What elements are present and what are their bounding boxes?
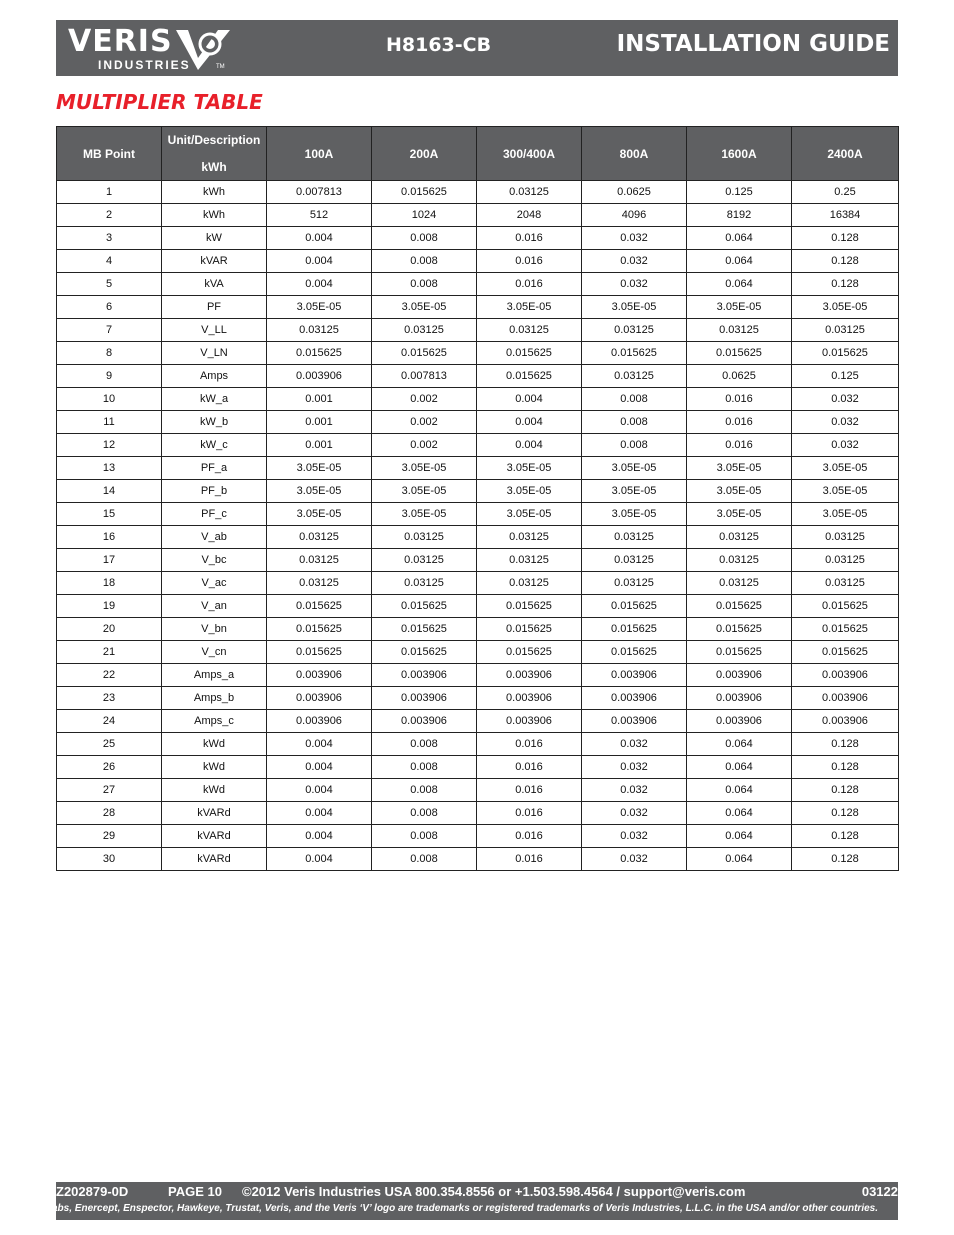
footer-bar: [24, 1182, 898, 1220]
multiplier-cell: 0.015625: [372, 342, 477, 365]
multiplier-cell: 0.032: [582, 756, 687, 779]
mb-point-cell: 14: [57, 480, 162, 503]
multiplier-cell: 0.064: [687, 250, 792, 273]
mb-point-cell: 15: [57, 503, 162, 526]
multiplier-cell: 3.05E-05: [372, 296, 477, 319]
mb-point-cell: 9: [57, 365, 162, 388]
table-row: [57, 342, 899, 365]
multiplier-cell: 0.03125: [477, 181, 582, 204]
multiplier-cell: 0.015625: [687, 618, 792, 641]
multiplier-cell: 0.015625: [267, 595, 372, 618]
multiplier-cell: 0.003906: [372, 687, 477, 710]
multiplier-cell: 8192: [687, 204, 792, 227]
multiplier-cell: 0.03125: [792, 549, 899, 572]
table-row: [57, 296, 899, 319]
unit-cell: kW_c: [162, 434, 267, 457]
multiplier-cell: 3.05E-05: [372, 457, 477, 480]
header-unit-description: [162, 127, 267, 181]
table-row: [57, 825, 899, 848]
multiplier-cell: 0.015625: [372, 641, 477, 664]
multiplier-cell: 4096: [582, 204, 687, 227]
multiplier-cell: 0.015625: [687, 342, 792, 365]
multiplier-cell: 3.05E-05: [267, 457, 372, 480]
multiplier-cell: 0.128: [792, 250, 899, 273]
multiplier-cell: 0.016: [477, 825, 582, 848]
multiplier-cell: 0.064: [687, 848, 792, 871]
mb-point-cell: 1: [57, 181, 162, 204]
table-row: [57, 319, 899, 342]
table-row: [57, 457, 899, 480]
multiplier-cell: 0.007813: [372, 365, 477, 388]
multiplier-cell: 0.004: [267, 273, 372, 296]
unit-cell: kWh: [162, 204, 267, 227]
multiplier-cell: 0.015625: [477, 342, 582, 365]
multiplier-cell: 0.032: [582, 802, 687, 825]
multiplier-cell: 0.064: [687, 802, 792, 825]
multiplier-cell: 0.008: [582, 434, 687, 457]
table-row: [57, 388, 899, 411]
multiplier-cell: 0.03125: [582, 572, 687, 595]
multiplier-cell: 0.004: [477, 434, 582, 457]
table-row: [57, 848, 899, 871]
multiplier-cell: 0.015625: [582, 641, 687, 664]
multiplier-cell: 0.004: [267, 227, 372, 250]
multiplier-cell: 0.016: [687, 411, 792, 434]
unit-cell: Amps: [162, 365, 267, 388]
mb-point-cell: 7: [57, 319, 162, 342]
multiplier-cell: 0.003906: [582, 710, 687, 733]
mb-point-cell: 29: [57, 825, 162, 848]
multiplier-cell: 0.016: [477, 756, 582, 779]
table-row: [57, 664, 899, 687]
header-800a: 800A: [582, 127, 687, 181]
multiplier-cell: 3.05E-05: [687, 503, 792, 526]
mb-point-cell: 3: [57, 227, 162, 250]
multiplier-cell: 0.003906: [477, 710, 582, 733]
mb-point-cell: 25: [57, 733, 162, 756]
multiplier-cell: 3.05E-05: [582, 503, 687, 526]
unit-cell: V_bc: [162, 549, 267, 572]
unit-cell: kWd: [162, 733, 267, 756]
table-row: [57, 549, 899, 572]
multiplier-cell: 0.015625: [372, 181, 477, 204]
multiplier-cell: 0.064: [687, 273, 792, 296]
multiplier-cell: 0.003906: [477, 687, 582, 710]
multiplier-cell: 0.008: [372, 779, 477, 802]
unit-cell: kVARd: [162, 825, 267, 848]
multiplier-cell: 0.015625: [687, 641, 792, 664]
multiplier-cell: 3.05E-05: [267, 480, 372, 503]
table-row: [57, 710, 899, 733]
header-100a: 100A: [267, 127, 372, 181]
multiplier-cell: 0.008: [372, 227, 477, 250]
multiplier-cell: 0.004: [267, 802, 372, 825]
multiplier-cell: 0.003906: [477, 664, 582, 687]
model-number: H8163-CB: [386, 34, 492, 56]
table-row: [57, 434, 899, 457]
multiplier-cell: 0.0625: [582, 181, 687, 204]
section-title: MULTIPLIER TABLE: [56, 90, 263, 114]
multiplier-cell: 0.03125: [582, 365, 687, 388]
multiplier-cell: 0.003906: [267, 365, 372, 388]
multiplier-cell: 0.128: [792, 848, 899, 871]
mb-point-cell: 11: [57, 411, 162, 434]
multiplier-cell: 0.004: [267, 250, 372, 273]
table-row: [57, 365, 899, 388]
trademark-notice: Alta Labs, Enercept, Enspector, Hawkeye, Trustat, Veris, and the Veris ‘V’ logo are trademarks or registered trademarks of Veris Industries, L.L.C. in the USA and/or other countries.: [24, 1203, 878, 1214]
multiplier-cell: 0.003906: [792, 664, 899, 687]
multiplier-cell: 0.128: [792, 802, 899, 825]
table-row: [57, 733, 899, 756]
table-row: [57, 595, 899, 618]
multiplier-cell: 1024: [372, 204, 477, 227]
document-type: INSTALLATION GUIDE: [616, 31, 890, 57]
multiplier-cell: 0.003906: [582, 687, 687, 710]
table-row: [57, 641, 899, 664]
header-bar: [56, 20, 898, 76]
mb-point-cell: 21: [57, 641, 162, 664]
table-row: [57, 503, 899, 526]
multiplier-cell: 0.015625: [477, 595, 582, 618]
multiplier-cell: 3.05E-05: [792, 296, 899, 319]
multiplier-cell: 0.03125: [792, 319, 899, 342]
multiplier-cell: 0.016: [477, 273, 582, 296]
multiplier-cell: 0.03125: [267, 549, 372, 572]
multiplier-cell: 0.004: [267, 733, 372, 756]
multiplier-cell: 0.032: [582, 848, 687, 871]
unit-cell: kWd: [162, 779, 267, 802]
table-body: [57, 181, 899, 871]
multiplier-cell: 0.03125: [372, 572, 477, 595]
mb-point-cell: 5: [57, 273, 162, 296]
multiplier-cell: 3.05E-05: [372, 480, 477, 503]
mb-point-cell: 6: [57, 296, 162, 319]
multiplier-cell: 3.05E-05: [582, 457, 687, 480]
multiplier-cell: 0.003906: [267, 710, 372, 733]
multiplier-cell: 0.03125: [582, 549, 687, 572]
unit-cell: kWd: [162, 756, 267, 779]
multiplier-cell: 0.002: [372, 388, 477, 411]
unit-cell: PF_b: [162, 480, 267, 503]
multiplier-cell: 0.008: [372, 825, 477, 848]
multiplier-cell: 0.064: [687, 825, 792, 848]
multiplier-cell: 0.003906: [267, 664, 372, 687]
header-mb-point: MB Point: [57, 127, 162, 181]
header-unit-label: Unit/Description: [167, 133, 261, 147]
multiplier-cell: 0.008: [372, 273, 477, 296]
unit-cell: V_ac: [162, 572, 267, 595]
multiplier-cell: 0.015625: [792, 641, 899, 664]
multiplier-cell: 0.03125: [477, 319, 582, 342]
doc-code: Z202879-0D: [56, 1184, 129, 1199]
multiplier-cell: 3.05E-05: [792, 480, 899, 503]
mb-point-cell: 30: [57, 848, 162, 871]
multiplier-cell: 0.03125: [582, 319, 687, 342]
multiplier-cell: 0.125: [792, 365, 899, 388]
multiplier-cell: 0.002: [372, 434, 477, 457]
multiplier-cell: 3.05E-05: [477, 296, 582, 319]
multiplier-cell: 0.001: [267, 388, 372, 411]
multiplier-cell: 3.05E-05: [477, 480, 582, 503]
table-row: [57, 687, 899, 710]
multiplier-cell: 0.008: [372, 756, 477, 779]
multiplier-cell: 0.064: [687, 779, 792, 802]
multiplier-cell: 0.002: [372, 411, 477, 434]
table-row: [57, 756, 899, 779]
header-1600a: 1600A: [687, 127, 792, 181]
unit-cell: kW: [162, 227, 267, 250]
multiplier-cell: 0.064: [687, 756, 792, 779]
multiplier-cell: 0.004: [267, 825, 372, 848]
multiplier-cell: 16384: [792, 204, 899, 227]
header-200a: 200A: [372, 127, 477, 181]
veris-v-logo-icon: [174, 28, 232, 72]
unit-cell: V_bn: [162, 618, 267, 641]
mb-point-cell: 27: [57, 779, 162, 802]
mb-point-cell: 22: [57, 664, 162, 687]
table-row: [57, 802, 899, 825]
multiplier-cell: 0.064: [687, 227, 792, 250]
mb-point-cell: 23: [57, 687, 162, 710]
multiplier-cell: 0.016: [477, 779, 582, 802]
multiplier-cell: 0.016: [477, 227, 582, 250]
multiplier-cell: 0.015625: [267, 618, 372, 641]
header-2400a: 2400A: [792, 127, 899, 181]
multiplier-cell: 0.008: [582, 388, 687, 411]
multiplier-cell: 3.05E-05: [477, 503, 582, 526]
mb-point-cell: 20: [57, 618, 162, 641]
multiplier-cell: 0.015625: [582, 342, 687, 365]
table-row: [57, 204, 899, 227]
unit-cell: kWh: [162, 181, 267, 204]
unit-cell: V_LN: [162, 342, 267, 365]
multiplier-cell: 0.03125: [477, 572, 582, 595]
logo-wordmark: VERIS: [68, 24, 173, 59]
table-row: [57, 526, 899, 549]
table-row: [57, 227, 899, 250]
multiplier-cell: 3.05E-05: [582, 296, 687, 319]
multiplier-cell: 0.016: [477, 848, 582, 871]
multiplier-cell: 0.03125: [477, 549, 582, 572]
multiplier-cell: 0.03125: [687, 572, 792, 595]
unit-cell: V_ab: [162, 526, 267, 549]
contact-info: ©2012 Veris Industries USA 800.354.8556 or +1.503.598.4564 / support@veris.com: [242, 1184, 746, 1199]
multiplier-cell: 0.003906: [372, 710, 477, 733]
unit-cell: Amps_a: [162, 664, 267, 687]
mb-point-cell: 17: [57, 549, 162, 572]
multiplier-cell: 0.004: [267, 848, 372, 871]
page-number: PAGE 10: [168, 1184, 222, 1199]
multiplier-cell: 0.128: [792, 227, 899, 250]
header-300-400a: 300/400A: [477, 127, 582, 181]
multiplier-cell: 0.032: [792, 434, 899, 457]
multiplier-cell: 0.032: [792, 388, 899, 411]
multiplier-cell: 0.003906: [582, 664, 687, 687]
multiplier-cell: 0.015625: [267, 342, 372, 365]
multiplier-cell: 3.05E-05: [792, 503, 899, 526]
multiplier-cell: 0.03125: [372, 526, 477, 549]
mb-point-cell: 12: [57, 434, 162, 457]
multiplier-cell: 0.008: [372, 802, 477, 825]
multiplier-cell: 0.008: [582, 411, 687, 434]
multiplier-cell: 3.05E-05: [687, 480, 792, 503]
multiplier-cell: 0.03125: [372, 319, 477, 342]
unit-cell: PF_c: [162, 503, 267, 526]
multiplier-cell: 0.015625: [582, 618, 687, 641]
multiplier-cell: 0.032: [582, 273, 687, 296]
logo-trademark: TM: [216, 64, 225, 70]
multiplier-cell: 0.032: [582, 779, 687, 802]
multiplier-cell: 0.008: [372, 848, 477, 871]
multiplier-cell: 0.032: [582, 733, 687, 756]
multiplier-cell: 0.003906: [372, 664, 477, 687]
multiplier-cell: 0.03125: [687, 549, 792, 572]
multiplier-cell: 0.015625: [372, 618, 477, 641]
multiplier-cell: 2048: [477, 204, 582, 227]
multiplier-cell: 0.007813: [267, 181, 372, 204]
multiplier-cell: 0.003906: [267, 687, 372, 710]
unit-cell: Amps_b: [162, 687, 267, 710]
multiplier-table: [56, 126, 899, 871]
multiplier-cell: 0.03125: [792, 572, 899, 595]
multiplier-cell: 0.03125: [267, 319, 372, 342]
multiplier-cell: 0.128: [792, 733, 899, 756]
mb-point-cell: 26: [57, 756, 162, 779]
multiplier-cell: 0.015625: [372, 595, 477, 618]
multiplier-cell: 0.003906: [687, 710, 792, 733]
multiplier-cell: 0.128: [792, 825, 899, 848]
multiplier-cell: 0.015625: [687, 595, 792, 618]
multiplier-cell: 0.016: [477, 250, 582, 273]
unit-cell: Amps_c: [162, 710, 267, 733]
multiplier-cell: 0.032: [582, 250, 687, 273]
multiplier-cell: 0.015625: [792, 618, 899, 641]
multiplier-cell: 0.003906: [792, 710, 899, 733]
table-header-row: [57, 127, 899, 181]
table-row: [57, 411, 899, 434]
multiplier-cell: 0.015625: [267, 641, 372, 664]
multiplier-cell: 0.004: [477, 411, 582, 434]
mb-point-cell: 24: [57, 710, 162, 733]
multiplier-cell: 3.05E-05: [477, 457, 582, 480]
multiplier-cell: 0.03125: [477, 526, 582, 549]
multiplier-cell: 0.015625: [792, 595, 899, 618]
mb-point-cell: 10: [57, 388, 162, 411]
mb-point-cell: 2: [57, 204, 162, 227]
multiplier-cell: 0.064: [687, 733, 792, 756]
date-code: 03122: [861, 1184, 898, 1199]
table-row: [57, 250, 899, 273]
logo-subtitle: INDUSTRIES: [98, 58, 191, 72]
multiplier-cell: 0.128: [792, 273, 899, 296]
multiplier-cell: 0.003906: [687, 687, 792, 710]
multiplier-cell: 0.032: [792, 411, 899, 434]
multiplier-cell: 3.05E-05: [372, 503, 477, 526]
multiplier-cell: 0.015625: [477, 641, 582, 664]
multiplier-cell: 0.03125: [792, 526, 899, 549]
multiplier-cell: 0.016: [687, 434, 792, 457]
multiplier-cell: 0.008: [372, 250, 477, 273]
multiplier-cell: 0.003906: [792, 687, 899, 710]
multiplier-cell: 0.015625: [477, 365, 582, 388]
table-row: [57, 779, 899, 802]
multiplier-cell: 3.05E-05: [687, 296, 792, 319]
multiplier-cell: 0.016: [477, 802, 582, 825]
multiplier-cell: 0.0625: [687, 365, 792, 388]
multiplier-cell: 0.032: [582, 825, 687, 848]
multiplier-cell: 0.004: [267, 756, 372, 779]
multiplier-cell: 3.05E-05: [267, 296, 372, 319]
multiplier-cell: 0.004: [267, 779, 372, 802]
multiplier-cell: 0.015625: [792, 342, 899, 365]
multiplier-cell: 0.03125: [372, 549, 477, 572]
multiplier-cell: 0.03125: [267, 572, 372, 595]
table-row: [57, 618, 899, 641]
multiplier-cell: 0.032: [582, 227, 687, 250]
table-row: [57, 273, 899, 296]
mb-point-cell: 28: [57, 802, 162, 825]
mb-point-cell: 4: [57, 250, 162, 273]
header-unit-sub: kWh: [201, 160, 227, 174]
table-row: [57, 480, 899, 503]
multiplier-cell: 0.015625: [477, 618, 582, 641]
unit-cell: kVARd: [162, 848, 267, 871]
mb-point-cell: 19: [57, 595, 162, 618]
unit-cell: kVAR: [162, 250, 267, 273]
multiplier-cell: 0.004: [477, 388, 582, 411]
table-row: [57, 572, 899, 595]
multiplier-cell: 0.001: [267, 434, 372, 457]
multiplier-cell: 3.05E-05: [267, 503, 372, 526]
multiplier-cell: 0.016: [687, 388, 792, 411]
mb-point-cell: 13: [57, 457, 162, 480]
mb-point-cell: 8: [57, 342, 162, 365]
multiplier-cell: 0.003906: [687, 664, 792, 687]
table-row: [57, 181, 899, 204]
multiplier-cell: 0.03125: [687, 319, 792, 342]
multiplier-cell: 0.128: [792, 756, 899, 779]
multiplier-cell: 0.008: [372, 733, 477, 756]
multiplier-cell: 0.03125: [267, 526, 372, 549]
multiplier-cell: 0.001: [267, 411, 372, 434]
unit-cell: V_an: [162, 595, 267, 618]
multiplier-cell: 3.05E-05: [792, 457, 899, 480]
multiplier-cell: 0.015625: [582, 595, 687, 618]
multiplier-cell: 0.016: [477, 733, 582, 756]
mb-point-cell: 18: [57, 572, 162, 595]
unit-cell: kVA: [162, 273, 267, 296]
multiplier-cell: 3.05E-05: [687, 457, 792, 480]
multiplier-cell: 512: [267, 204, 372, 227]
multiplier-cell: 0.128: [792, 779, 899, 802]
unit-cell: V_cn: [162, 641, 267, 664]
veris-logo: [66, 24, 236, 72]
unit-cell: PF_a: [162, 457, 267, 480]
multiplier-cell: 0.03125: [582, 526, 687, 549]
unit-cell: V_LL: [162, 319, 267, 342]
multiplier-cell: 0.25: [792, 181, 899, 204]
multiplier-cell: 0.03125: [687, 526, 792, 549]
multiplier-cell: 3.05E-05: [582, 480, 687, 503]
unit-cell: PF: [162, 296, 267, 319]
unit-cell: kVARd: [162, 802, 267, 825]
unit-cell: kW_a: [162, 388, 267, 411]
multiplier-cell: 0.125: [687, 181, 792, 204]
mb-point-cell: 16: [57, 526, 162, 549]
unit-cell: kW_b: [162, 411, 267, 434]
